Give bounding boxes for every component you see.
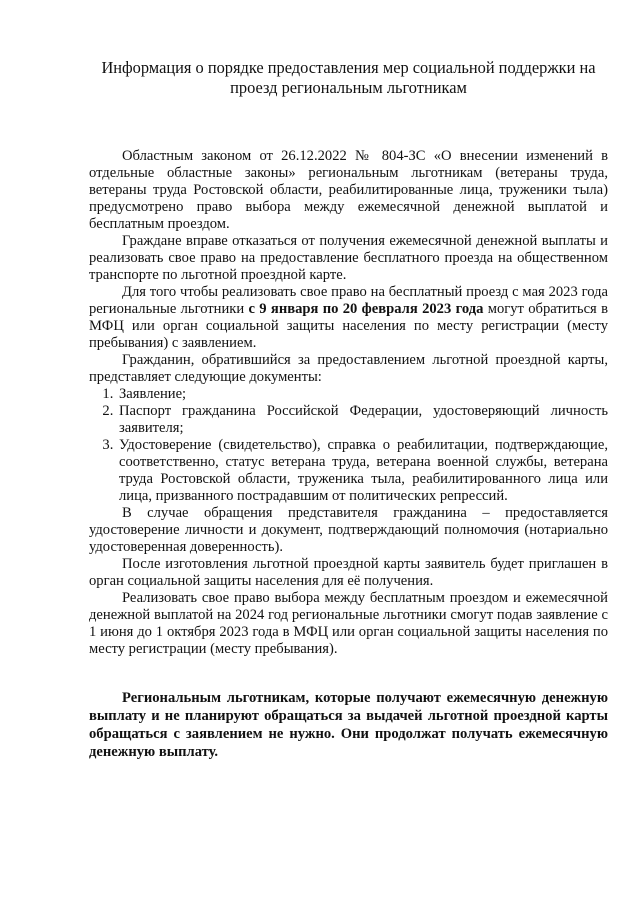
document-title	[89, 58, 608, 98]
document-page	[89, 58, 608, 761]
paragraph-right-to-refuse: Граждане вправе отказаться от получения ежемесячной денежной выплаты и реализовать свое право на предоставление бесплатного проезда на общественном транспорте по льготной проездной карте.	[89, 233, 608, 283]
documents-list-item: 1. Заявление;	[117, 386, 608, 403]
paragraph-2024-choice: Реализовать свое право выбора между бесплатным проездом и ежемесячной денежной выплатой на 2024 год региональные льготники смогут подав заявление с 1 июня до 1 октября 2023 года в МФЦ или орган социальной защиты населения по месту регистрации (месту пребывания).	[89, 590, 608, 657]
document-body	[89, 148, 608, 658]
documents-list-item: 3. Удостоверение (свидетельство), справка о реабилитации, подтверждающие, соответственно, статус ветерана труда, ветерана военной службы, ветерана труда Ростовской области, труженика тыла, реабилитированного лица или лица, призванного пострадавшим от политических репрессий.	[117, 437, 608, 505]
paragraph-law: Областным законом от 26.12.2022 № 804-ЗС «О внесении изменений в отдельные областные законы» региональным льготникам (ветераны труда, ветераны труда Ростовской области, реабилитированные лица, труженики тыла) предусмотрено право выбора между ежемесячной денежной выплатой и бесплатным проездом.	[89, 148, 608, 232]
paragraph-required-documents: Гражданин, обратившийся за предоставлением льготной проездной карты, представляет следующие документы:	[89, 352, 608, 385]
documents-list	[89, 386, 608, 505]
paragraph-representative: В случае обращения представителя гражданина – предоставляется удостоверение личности и документ, подтверждающий полномочия (нотариально удостоверенная доверенность).	[89, 505, 608, 555]
application-period-text-end: могут обратиться в МФЦ или орган социальной защиты населения по месту регистрации (месту пребывания) с заявлением.	[89, 301, 608, 351]
application-period-text-start: Для того чтобы реализовать свое право на бесплатный проезд с мая 2023 года региональные льготники	[89, 284, 608, 317]
application-period-dates: с 9 января по 20 февраля 2023 года	[248, 301, 484, 317]
paragraph-application-period	[89, 284, 608, 352]
paragraph-card-issuance: После изготовления льготной проездной карты заявитель будет приглашен в орган социальной защиты населения для её получения.	[89, 556, 608, 589]
documents-list-item: 2. Паспорт гражданина Российской Федерации, удостоверяющий личность заявителя;	[117, 403, 608, 437]
title-line-2: проезд региональным льготникам	[230, 78, 467, 97]
final-note: Региональным льготникам, которые получают ежемесячную денежную выплату и не планируют обращаться за выдачей льготной проездной карты обращаться с заявлением не нужно. Они продолжат получать ежемесячную денежную выплату.	[89, 690, 608, 760]
title-line-1: Информация о порядке предоставления мер социальной поддержки на	[101, 58, 596, 77]
